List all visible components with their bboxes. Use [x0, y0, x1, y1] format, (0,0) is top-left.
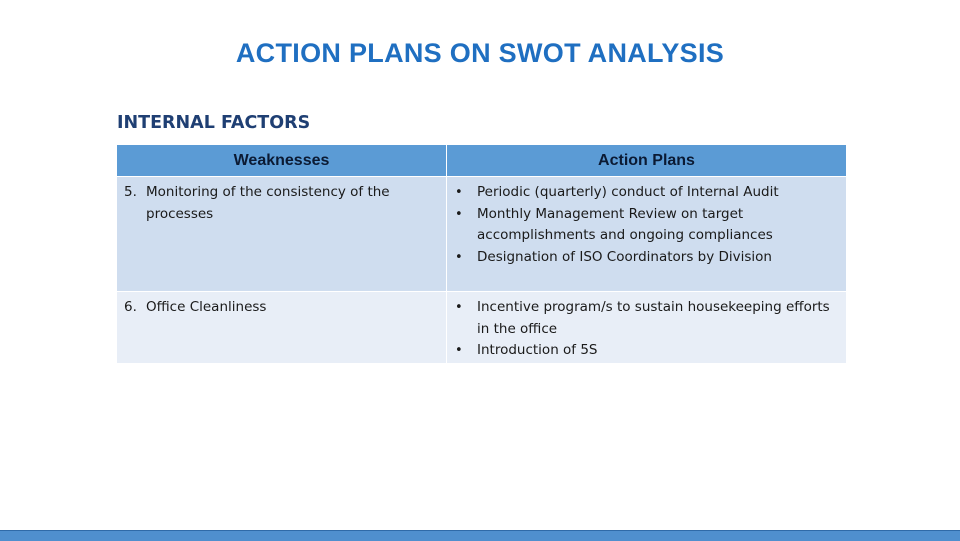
list-item: [455, 247, 840, 269]
bullet-icon: •: [455, 343, 463, 358]
list-item: [455, 182, 840, 204]
action-plans-cell: [447, 292, 847, 364]
action-plan-list: [447, 177, 846, 268]
action-plan-text: Incentive program/s to sustain housekeeping efforts in the office: [477, 299, 830, 337]
weakness-number: 5.: [124, 184, 137, 200]
list-item: [455, 204, 840, 247]
bullet-icon: •: [455, 300, 463, 315]
list-item: [455, 340, 840, 362]
weakness-number: 6.: [124, 299, 137, 315]
table-row: [117, 292, 847, 364]
action-plan-text: Introduction of 5S: [477, 342, 598, 358]
weakness-text: Office Cleanliness: [146, 299, 267, 315]
bullet-icon: •: [455, 206, 463, 222]
table-row: [117, 177, 847, 292]
list-item: [455, 297, 840, 340]
action-plan-text: Designation of ISO Coordinators by Division: [477, 248, 772, 265]
weakness-text: Monitoring of the consistency of the processes: [146, 184, 390, 222]
slide-title: ACTION PLANS ON SWOT ANALYSIS: [235, 38, 725, 68]
weakness-cell: [117, 177, 447, 292]
header-action-plans: Action Plans: [447, 145, 847, 177]
footer-bar: [0, 530, 960, 541]
weakness-cell: [117, 292, 447, 364]
swot-action-table: [116, 144, 847, 364]
action-plans-cell: [447, 177, 847, 292]
section-heading: INTERNAL FACTORS: [117, 113, 311, 133]
table-header-row: [117, 145, 847, 177]
action-plan-text: Periodic (quarterly) conduct of Internal Audit: [477, 184, 779, 200]
bullet-icon: •: [455, 249, 463, 265]
action-plan-list: [447, 292, 846, 362]
action-plan-text: Monthly Management Review on target accomplishments and ongoing compliances: [477, 205, 773, 243]
bullet-icon: •: [455, 185, 463, 200]
header-weaknesses: Weaknesses: [117, 145, 447, 177]
